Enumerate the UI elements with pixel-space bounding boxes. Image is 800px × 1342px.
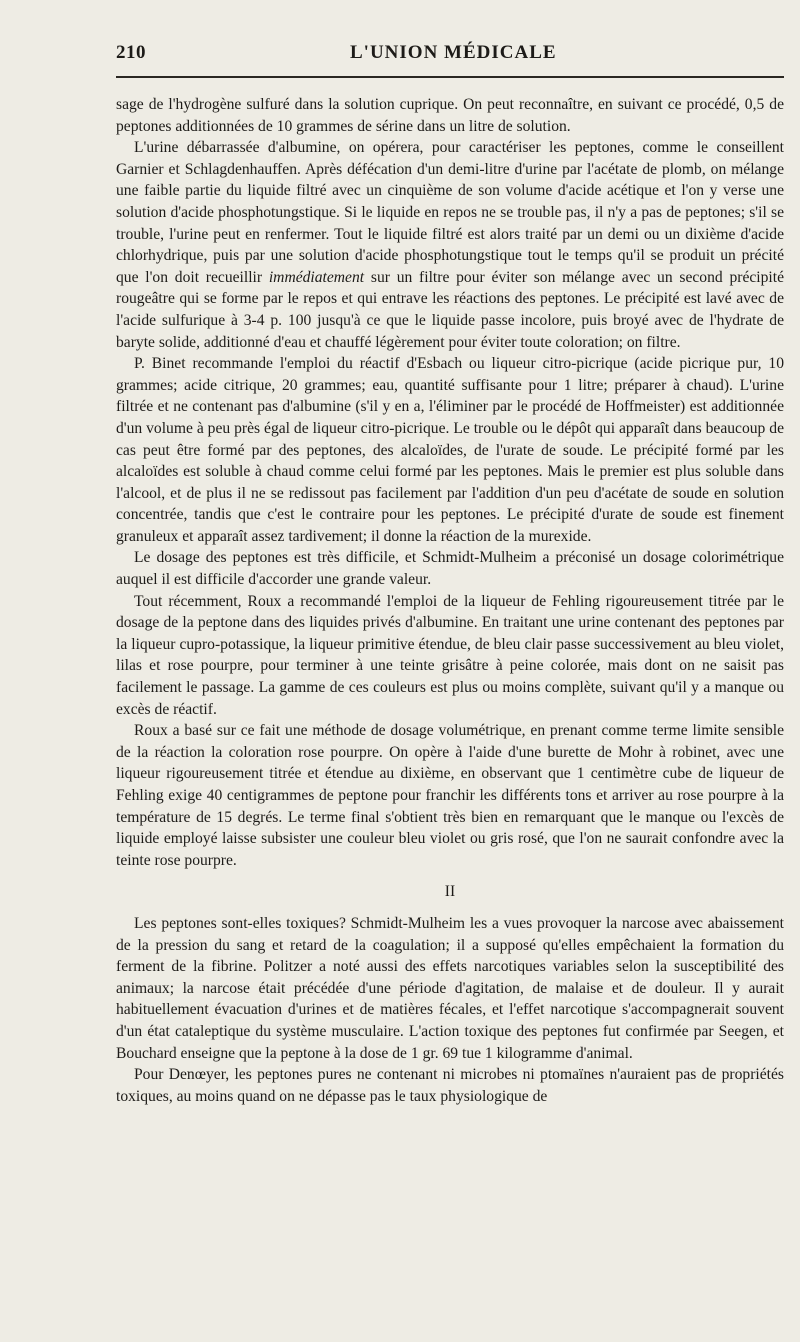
section-number: II	[444, 883, 456, 901]
paragraph: Le dosage des peptones est très difficile, et Schmidt-Mulheim a préconisé un dosage colorimétrique auquel il est difficile d'accorder une grande valeur.	[116, 549, 784, 589]
paragraph: P. Binet recommande l'emploi du réactif d'Esbach ou liqueur citro-picrique (acide picrique pur, 10 grammes; acide citrique, 20 grammes; eau, quantité suffisante pour 1 litre; préparer à chaud). L'urine filtrée et ne contenant pas d'albumine (s'il y en a, l'éliminer par le procédé de Hoffmeister) est additionnée d'un volume à peu près égal de liqueur citro-picrique. Le trouble ou le dépôt qui apparaît dans beaucoup de cas peut être formé par des peptones, des alcaloïdes, de l'urate de soude. Le précipité formé par les alcaloïdes est soluble à chaud comme celui formé par les peptones. Mais le premier est plus soluble dans l'alcool, et de plus il ne se redissout pas facilement par l'addition d'un peu d'acétate de soude en solution concentrée, tandis que c'est le contraire pour les peptones. Le précipité d'urate de soude est finement granuleux et apparaît assez tardivement; il donne la réaction de la murexide.	[116, 355, 784, 545]
body-text	[116, 94, 784, 1107]
header-rule	[116, 76, 784, 78]
paragraph	[116, 137, 784, 353]
paragraph: Les peptones sont-elles toxiques? Schmidt-Mulheim les a vues provoquer la narcose avec abaissement de la pression du sang et retard de la coagulation; il a supposé qu'elles empêchaient la formation du ferment de la fibrine. Politzer a noté aussi des effets narcotiques variables selon la susceptibilité des animaux; la narcose était précédée d'une période d'agitation, de malaise et de douleur. Il y aurait habituellement évacuation d'urines et de matières fécales, et l'effet narcotique s'accompagnerait souvent d'un état cataleptique du système musculaire. L'action toxique des peptones fut confirmée par Seegen, et Bouchard enseigne que la peptone à la dose de 1 gr. 69 tue 1 kilogramme d'animal.	[116, 914, 784, 1062]
paragraph-text: L'urine débarrassée d'albumine, on opérera, pour caractériser les peptones, comme le conseillent Garnier et Schlagdenhauffen. Après défécation d'un demi-litre d'urine par l'acétate de plomb, on mélange une faible partie du liquide filtré avec un cinquième de son volume d'acide acétique et l'on y verse une solution d'acide phosphotungstique. Si le liquide en repos ne se trouble pas, il n'y a pas de peptones; s'il se trouble, l'urine peut en renfermer. Tout le liquide filtré est alors traité par un demi ou un dixième d'acide chlorhydrique, puis par une solution d'acide phosphotungstique tout le temps qu'il se produit un précité que l'on doit recueillir	[116, 139, 784, 286]
paragraph: Tout récemment, Roux a recommandé l'emploi de la liqueur de Fehling rigoureusement titrée par le dosage de la peptone dans des liquides privés d'albumine. En traitant une urine contenant des peptones par la liqueur cupro-potassique, la liqueur primitive étendue, de bleu clair passe successivement au bleu violet, lilas et rose pourpre, pour terminer à une teinte grisâtre à peine colorée, mais dont on ne saisit pas facilement le passage. La gamme de ces couleurs est plus ou moins complète, suivant qu'il y a manque ou excès de réactif.	[116, 592, 784, 718]
page-number: 210	[116, 42, 146, 63]
paragraph: Roux a basé sur ce fait une méthode de dosage volumétrique, en prenant comme terme limite sensible de la réaction la coloration rose pourpre. On opère à l'aide d'une burette de Mohr à robinet, avec une liqueur rigoureusement titrée et étendue au dixième, en observant que 1 centimètre cube de liqueur de Fehling exige 40 centigrammes de peptone pour franchir les différents tons et arriver au rose pourpre à la température de 15 degrés. Le terme final s'obtient très bien en remarquant que le manque ou l'excès de liquide employé laisse subsister une couleur bleu violet ou gris rosé, que l'on ne saurait confondre avec la teinte rose pourpre.	[116, 722, 784, 869]
paragraph: sage de l'hydrogène sulfuré dans la solution cuprique. On peut reconnaître, en suivant ce procédé, 0,5 de peptones additionnées de 10 grammes de sérine dans un litre de solution.	[116, 96, 784, 135]
running-head: L'UNION MÉDICALE	[350, 42, 557, 63]
emphasis-text: immédiatement	[268, 268, 365, 286]
paragraph-text: sur un filtre pour éviter son mélange avec un second précipité rougeâtre qui se forme par le repos et qui entrave les réactions des peptones. Le précipité est lavé avec de l'acide sulfurique à 3-4 p. 100 jusqu'à ce que le liquide passe incolore, puis broyé avec de l'hydrate de baryte solide, additionné d'eau et chauffé légèrement pour éviter toute coloration; on filtre.	[116, 268, 785, 351]
paragraph: Pour Denœyer, les peptones pures ne contenant ni microbes ni ptomaïnes n'auraient pas de propriétés toxiques, au moins quand on ne dépasse pas le taux physiologique de	[116, 1066, 784, 1105]
